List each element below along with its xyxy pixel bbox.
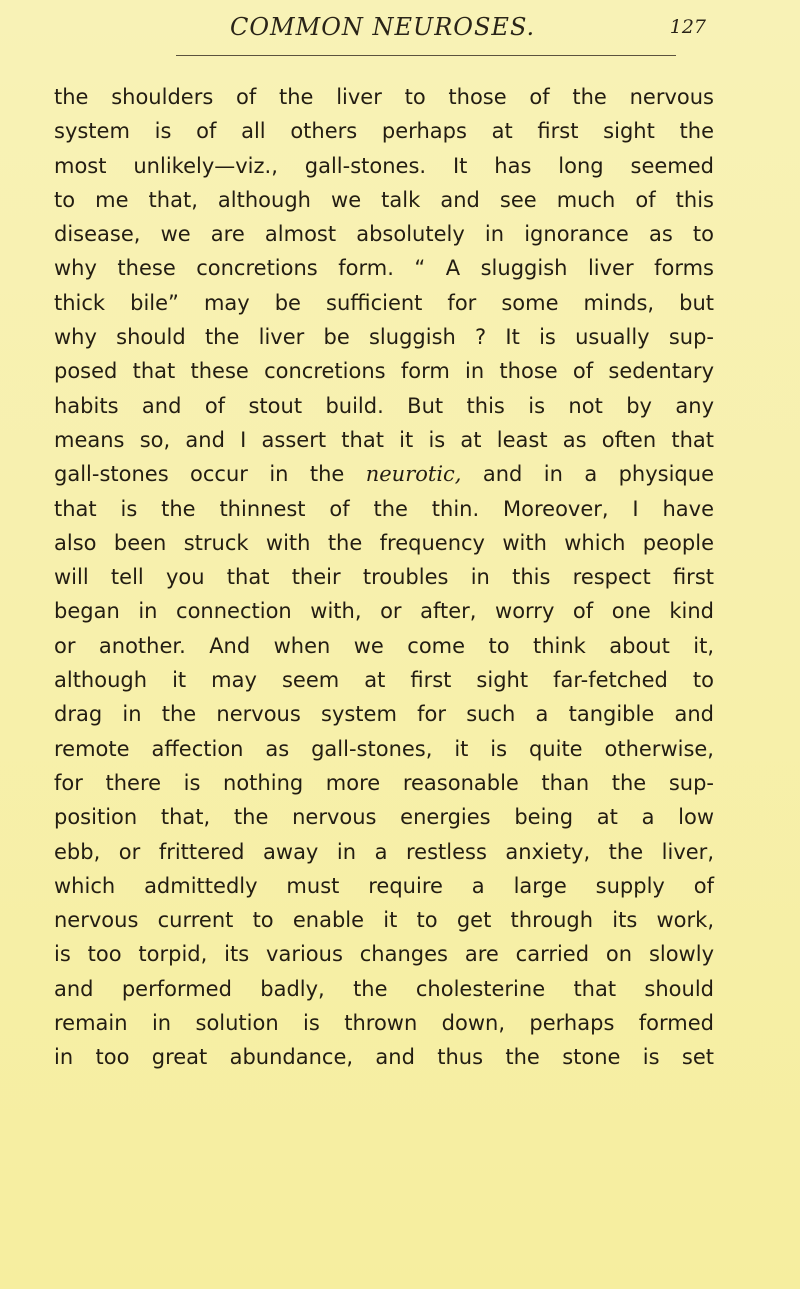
- text-line: drag in the nervous system for such a tangible and: [54, 702, 714, 727]
- text-line: is too torpid, its various changes are carried on slowly: [54, 942, 714, 967]
- text-line: although it may seem at first sight far-fetched to: [54, 668, 714, 693]
- text-line: and performed badly, the cholesterine that should: [54, 976, 714, 1001]
- text-line: why these concretions form. “ A sluggish liver forms: [54, 256, 714, 281]
- text-line: most unlikely—viz., gall-stones. It has long seemed: [54, 153, 714, 178]
- text-line: remote affection as gall-stones, it is quite otherwise,: [54, 736, 714, 761]
- text-line: the shoulders of the liver to those of the nervous: [54, 85, 714, 109]
- text-line: which admittedly must require a large supply of: [54, 873, 714, 898]
- body-text: [54, 80, 714, 1075]
- header-rule: [176, 55, 676, 56]
- text-line: system is of all others perhaps at first sight the: [54, 119, 714, 144]
- text-segment: and in a physique: [461, 462, 714, 487]
- text-line: why should the liver be sluggish ? It is usually sup-: [54, 325, 714, 350]
- text-line: for there is nothing more reasonable than the sup-: [54, 770, 714, 795]
- text-line: [54, 457, 714, 491]
- text-line: habits and of stout build. But this is not by any: [54, 393, 714, 418]
- text-line: began in connection with, or after, worry of one kind: [54, 599, 714, 624]
- emphasized-word: neurotic,: [365, 462, 462, 487]
- text-line: to me that, although we talk and see much of this: [54, 187, 714, 212]
- text-line: or another. And when we come to think about it,: [54, 633, 714, 658]
- text-segment: gall-stones occur in the: [54, 462, 366, 487]
- text-line: will tell you that their troubles in this respect first: [54, 565, 714, 590]
- text-line: nervous current to enable it to get through its work,: [54, 908, 714, 933]
- running-title: COMMON NEUROSES.: [230, 13, 536, 41]
- text-line: disease, we are almost absolutely in ignorance as to: [54, 222, 714, 247]
- text-line: remain in solution is thrown down, perhaps formed: [54, 1011, 714, 1036]
- text-line: thick bile” may be sufficient for some minds, but: [54, 290, 714, 315]
- text-line: in too great abundance, and thus the stone is set: [54, 1045, 714, 1070]
- text-line: posed that these concretions form in those of sedentary: [54, 359, 714, 384]
- text-line: means so, and I assert that it is at least as often that: [54, 427, 714, 452]
- running-head: [56, 13, 714, 47]
- page-number: 127: [669, 16, 706, 38]
- text-line: also been struck with the frequency with which people: [54, 530, 714, 555]
- text-line: that is the thinnest of the thin. Moreover, I have: [54, 496, 714, 521]
- text-line: position that, the nervous energies being at a low: [54, 805, 714, 830]
- text-line: ebb, or frittered away in a restless anxiety, the liver,: [54, 839, 714, 864]
